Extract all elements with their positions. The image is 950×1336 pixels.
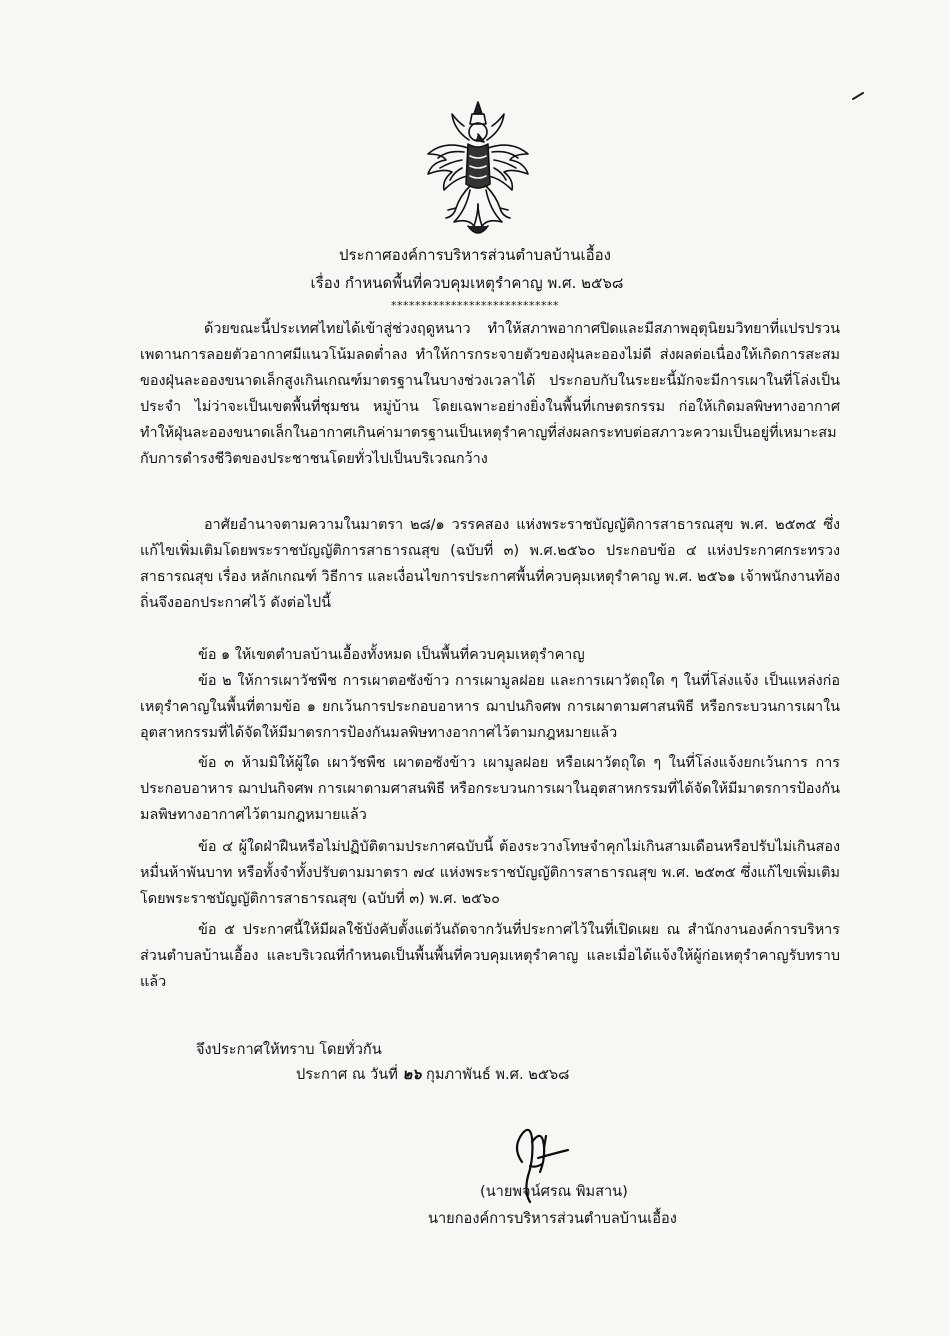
date-suffix: กุมภาพันธ์ พ.ศ. ๒๕๖๘: [426, 1066, 570, 1083]
closing-notice: จึงประกาศให้ทราบ โดยทั่วกัน: [196, 1041, 382, 1058]
garuda-emblem-icon: [424, 100, 532, 242]
title-divider: ****************************: [391, 299, 559, 312]
body-paragraph-1: ด้วยขณะนี้ประเทศไทยได้เข้าสู่ช่วงฤดูหนาว ทำให้สภาพอากาศปิดและมีสภาพอุตุนิยมวิทยาที่แปรปรวน เพดานการลอยตัวอากาศมีแนวโน้มลดต่ำลง ทำให้การกระจายตัวของฝุ่นละอองไม่ดี ส่งผลต่อเนื่องให้เกิดการสะสมของฝุ่นละอองขนาดเล็กสูงเกินเกณฑ์มาตรฐานในบางช่วงเวลาได้ ประกอบกับในระยะนี้มักจะมีการเผาในที่โล่งเป็นประจำ ไม่ว่าจะเป็นเขตพื้นที่ชุมชน หมู่บ้าน โดยเฉพาะอย่างยิ่งในพื้นที่เกษตรกรรม ก่อให้เกิดมลพิษทางอากาศ ทำให้ฝุ่นละอองขนาดเล็กในอากาศเกินค่ามาตรฐานเป็นเหตุรำคาญที่ส่งผลกระทบต่อสภาวะความเป็นอยู่ที่เหมาะสมกับการดำรงชีวิตของประชาชนโดยทั่วไปเป็นบริเวณกว้าง: [140, 321, 840, 467]
clause-5: ข้อ ๕ ประกาศนี้ให้มีผลใช้บังคับตั้งแต่วันถัดจากวันที่ประกาศไว้ในที่เปิดเผย ณ สำนักงานองค์การบริหารส่วนตำบลบ้านเอื้อง และบริเวณที่กำหนดเป็นพื้นพื้นที่ควบคุมเหตุรำคาญ และเมื่อได้แจ้งให้ผู้ก่อเหตุรำคาญรับทราบแล้ว: [140, 922, 840, 990]
date-prefix: ประกาศ ณ วันที่: [296, 1066, 398, 1083]
signatory-name: (นายพจน์ศรณ พิมสาน): [480, 1183, 628, 1200]
signatory-position: นายกองค์การบริหารส่วนตำบลบ้านเอื้อง: [428, 1210, 677, 1227]
announcement-title: ประกาศองค์การบริหารส่วนตำบลบ้านเอื้อง: [339, 246, 611, 264]
clause-3: ข้อ ๓ ห้ามมิให้ผู้ใด เผาวัชพืช เผาตอซังข้าว เผามูลฝอย หรือเผาวัตถุใด ๆ ในที่โล่งแจ้งยกเว้นการ การประกอบอาหาร ฌาปนกิจศพ การเผาตามศาสนพิธี หรือกระบวนการเผาในอุตสาหกรรมที่ได้จัดให้มีมาตรการป้องกันมลพิษทางอากาศไว้ตามกฎหมายแล้ว: [140, 755, 840, 823]
clause-2: ข้อ ๒ ให้การเผาวัชพืช การเผาตอซังข้าว การเผามูลฝอย และการเผาวัตถุใด ๆ ในที่โล่งแจ้ง เป็นแหล่งก่อเหตุรำคาญในพื้นที่ตามข้อ ๑ ยกเว้นการประกอบอาหาร ฌาปนกิจศพ การเผาตามศาสนพิธี หรือกระบวนการเผาในอุตสาหกรรมที่ได้จัดให้มีมาตรการป้องกันมลพิษทางอากาศไว้ตามกฎหมายแล้ว: [140, 673, 840, 741]
body-paragraph-2: อาศัยอำนาจตามความในมาตรา ๒๘/๑ วรรคสอง แห่งพระราชบัญญัติการสาธารณสุข พ.ศ. ๒๕๓๕ ซึ่งแก้ไขเพิ่มเติมโดยพระราชบัญญัติการสาธารณสุข (ฉบับที่ ๓) พ.ศ.๒๕๖๐ ประกอบข้อ ๔ แห่งประกาศกระทรวงสาธารณสุข เรื่อง หลักเกณฑ์ วิธีการ และเงื่อนไขการประกาศพื้นที่ควบคุมเหตุรำคาญ พ.ศ. ๒๕๖๑ เจ้าพนักงานท้องถิ่นจึงออกประกาศไว้ ดังต่อไปนี้: [140, 517, 840, 611]
announcement-date: [296, 1063, 569, 1086]
pen-mark-icon: [852, 92, 864, 100]
announcement-subject: เรื่อง กำหนดพื้นที่ควบคุมเหตุรำคาญ พ.ศ. ๒๕๖๘: [310, 274, 624, 292]
clause-1: ข้อ ๑ ให้เขตตำบลบ้านเอื้องทั้งหมด เป็นพื้นที่ควบคุมเหตุรำคาญ: [198, 647, 585, 663]
date-day: ๒๖: [402, 1066, 422, 1083]
clause-4: ข้อ ๔ ผู้ใดฝ่าฝืนหรือไม่ปฏิบัติตามประกาศฉบับนี้ ต้องระวางโทษจำคุกไม่เกินสามเดือนหรือปรับไม่เกินสองหมื่นห้าพันบาท หรือทั้งจำทั้งปรับตามมาตรา ๗๔ แห่งพระราชบัญญัติการสาธารณสุข พ.ศ. ๒๕๓๕ ซึ่งแก้ไขเพิ่มเติมโดยพระราชบัญญัติการสาธารณสุข (ฉบับที่ ๓) พ.ศ. ๒๕๖๐: [140, 839, 840, 907]
